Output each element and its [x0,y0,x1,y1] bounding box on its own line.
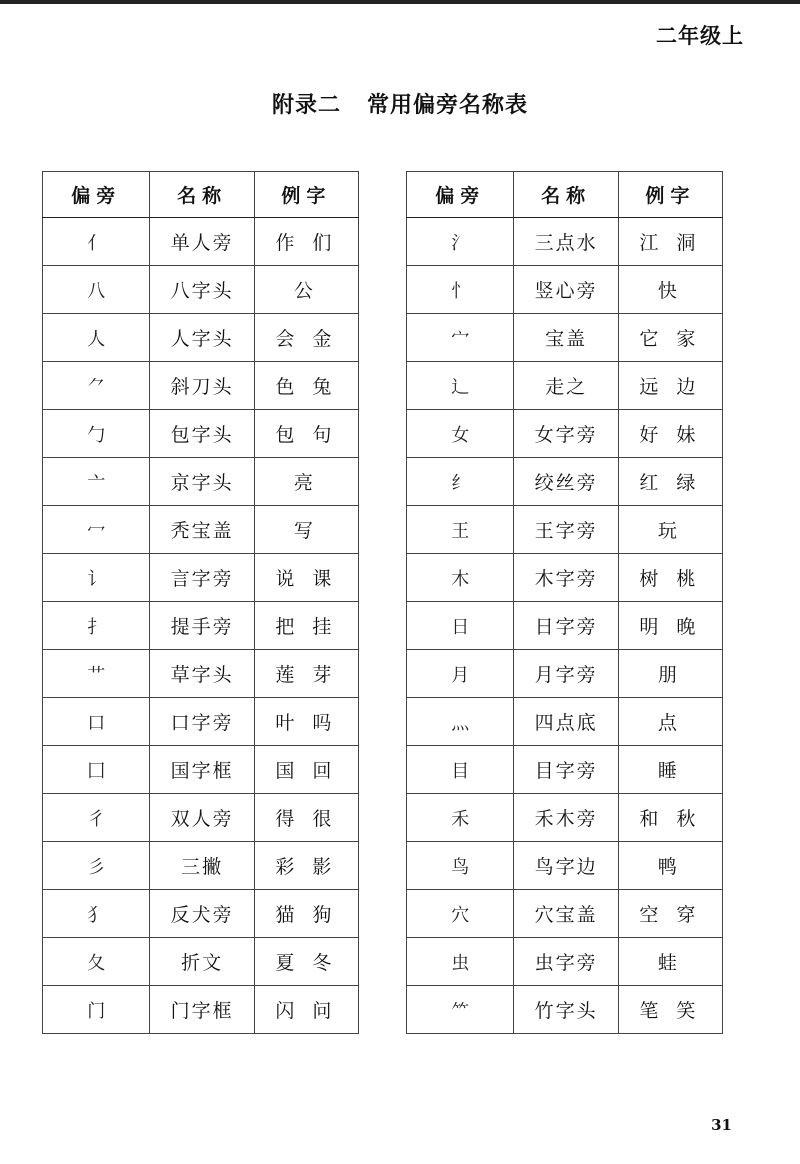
table-row [407,698,723,746]
examples-cell: 写 [254,506,358,554]
name-cell: 秃宝盖 [150,506,254,554]
radical-cell: 艹 [43,650,150,698]
table-row [407,794,723,842]
radical-cell: 囗 [43,746,150,794]
examples-cell: 朋 [618,650,722,698]
header-radical: 偏旁 [43,172,150,218]
radical-cell: 禾 [407,794,514,842]
table-row [43,218,359,266]
examples-cell: 说 课 [254,554,358,602]
examples-cell: 叶 吗 [254,698,358,746]
name-cell: 竹字头 [514,986,618,1034]
table-row [407,650,723,698]
radical-cell: 彳 [43,794,150,842]
radical-table-left-body [43,218,359,1034]
radical-cell: 月 [407,650,514,698]
table-row [407,986,723,1034]
title-part-2: 常用偏旁名称表 [367,93,529,118]
examples-cell: 莲 芽 [254,650,358,698]
examples-cell: 快 [618,266,722,314]
table-row [43,554,359,602]
name-cell: 人字头 [150,314,254,362]
name-cell: 包字头 [150,410,254,458]
examples-cell: 睡 [618,746,722,794]
radical-cell: 彡 [43,842,150,890]
name-cell: 折文 [150,938,254,986]
radical-cell: 冖 [43,506,150,554]
table-row [407,890,723,938]
name-cell: 走之 [514,362,618,410]
name-cell: 门字框 [150,986,254,1034]
name-cell: 提手旁 [150,602,254,650]
table-row [407,746,723,794]
table-row [43,938,359,986]
radical-cell: 木 [407,554,514,602]
name-cell: 目字旁 [514,746,618,794]
examples-cell: 远 边 [618,362,722,410]
examples-cell: 国 回 [254,746,358,794]
top-rule [0,0,800,4]
radical-cell: ⺮ [407,986,514,1034]
name-cell: 竖心旁 [514,266,618,314]
radical-cell: 讠 [43,554,150,602]
header-name: 名称 [514,172,618,218]
table-row [407,314,723,362]
radical-cell: 女 [407,410,514,458]
examples-cell: 树 桃 [618,554,722,602]
examples-cell: 亮 [254,458,358,506]
radical-cell: 八 [43,266,150,314]
examples-cell: 色 兔 [254,362,358,410]
name-cell: 反犬旁 [150,890,254,938]
examples-cell: 鸭 [618,842,722,890]
radical-table-left [42,171,359,1034]
examples-cell: 玩 [618,506,722,554]
name-cell: 四点底 [514,698,618,746]
name-cell: 虫字旁 [514,938,618,986]
header-examples: 例字 [618,172,722,218]
radical-cell: 虫 [407,938,514,986]
radical-cell: 辶 [407,362,514,410]
name-cell: 月字旁 [514,650,618,698]
table-row [407,938,723,986]
examples-cell: 把 挂 [254,602,358,650]
table-row [43,794,359,842]
table-row [43,890,359,938]
examples-cell: 闪 问 [254,986,358,1034]
radical-cell: 宀 [407,314,514,362]
name-cell: 言字旁 [150,554,254,602]
radical-cell: 门 [43,986,150,1034]
name-cell: 斜刀头 [150,362,254,410]
examples-cell: 公 [254,266,358,314]
name-cell: 单人旁 [150,218,254,266]
name-cell: 绞丝旁 [514,458,618,506]
radical-cell: ⺈ [43,362,150,410]
table-row [407,554,723,602]
table-row [407,362,723,410]
radical-cell: 人 [43,314,150,362]
examples-cell: 夏 冬 [254,938,358,986]
table-row [407,410,723,458]
radical-cell: 鸟 [407,842,514,890]
table-row [43,986,359,1034]
examples-cell: 好 妹 [618,410,722,458]
name-cell: 国字框 [150,746,254,794]
examples-cell: 会 金 [254,314,358,362]
examples-cell: 点 [618,698,722,746]
name-cell: 草字头 [150,650,254,698]
radical-cell: 穴 [407,890,514,938]
radical-cell: 氵 [407,218,514,266]
table-row [43,698,359,746]
page-number: 31 [711,1116,732,1134]
table-row [407,602,723,650]
name-cell: 口字旁 [150,698,254,746]
examples-cell: 它 家 [618,314,722,362]
name-cell: 八字头 [150,266,254,314]
name-cell: 双人旁 [150,794,254,842]
examples-cell: 江 洞 [618,218,722,266]
table-row [407,458,723,506]
name-cell: 京字头 [150,458,254,506]
table-row [43,746,359,794]
radical-cell: 扌 [43,602,150,650]
name-cell: 女字旁 [514,410,618,458]
grade-label: 二年级上 [656,24,744,48]
table-header-row [43,172,359,218]
examples-cell: 和 秋 [618,794,722,842]
examples-cell: 得 很 [254,794,358,842]
radical-cell: 纟 [407,458,514,506]
examples-cell: 作 们 [254,218,358,266]
examples-cell: 蛙 [618,938,722,986]
radical-cell: 王 [407,506,514,554]
table-row [43,410,359,458]
radical-cell: 犭 [43,890,150,938]
radical-cell: 勹 [43,410,150,458]
radical-cell: 夂 [43,938,150,986]
name-cell: 穴宝盖 [514,890,618,938]
table-row [43,842,359,890]
examples-cell: 包 句 [254,410,358,458]
radical-cell: 亻 [43,218,150,266]
page-title [0,88,800,119]
table-row [407,842,723,890]
radical-cell: 口 [43,698,150,746]
table-row [43,314,359,362]
radical-cell: 忄 [407,266,514,314]
name-cell: 木字旁 [514,554,618,602]
name-cell: 王字旁 [514,506,618,554]
radical-cell: 灬 [407,698,514,746]
radical-cell: 亠 [43,458,150,506]
radical-table-right [406,171,723,1034]
table-row [407,218,723,266]
table-header-row [407,172,723,218]
examples-cell: 笔 笑 [618,986,722,1034]
title-part-1: 附录二 [271,93,341,118]
header-radical: 偏旁 [407,172,514,218]
examples-cell: 空 穿 [618,890,722,938]
table-row [43,506,359,554]
name-cell: 鸟字边 [514,842,618,890]
table-row [43,650,359,698]
name-cell: 三撇 [150,842,254,890]
header-examples: 例字 [254,172,358,218]
name-cell: 禾木旁 [514,794,618,842]
radical-cell: 日 [407,602,514,650]
name-cell: 三点水 [514,218,618,266]
radical-cell: 目 [407,746,514,794]
examples-cell: 红 绿 [618,458,722,506]
radical-table-right-body [407,218,723,1034]
name-cell: 日字旁 [514,602,618,650]
examples-cell: 明 晚 [618,602,722,650]
examples-cell: 彩 影 [254,842,358,890]
table-row [43,362,359,410]
header-name: 名称 [150,172,254,218]
name-cell: 宝盖 [514,314,618,362]
table-row [43,266,359,314]
table-row [407,506,723,554]
table-row [407,266,723,314]
table-row [43,602,359,650]
table-row [43,458,359,506]
examples-cell: 猫 狗 [254,890,358,938]
